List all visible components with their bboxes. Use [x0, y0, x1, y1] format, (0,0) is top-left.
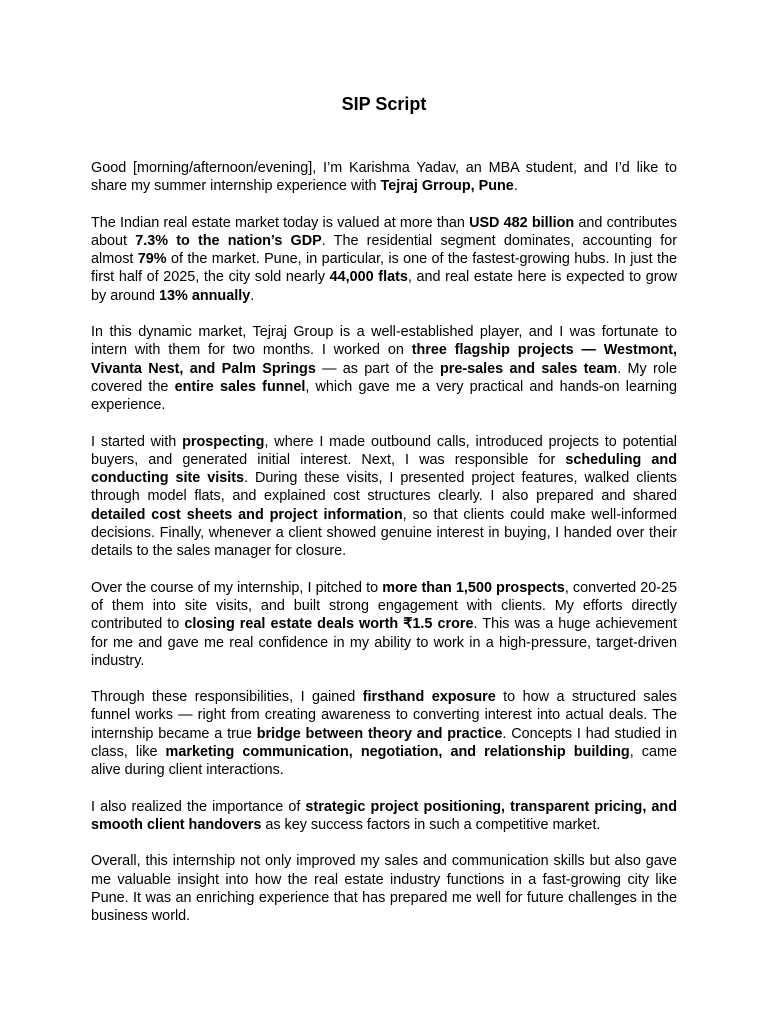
text-run: . The residential segment dominates, accounting for almost: [91, 232, 677, 268]
paragraph-1: [91, 159, 677, 196]
bold-text: closing real estate deals worth ₹1.5 crore: [184, 616, 474, 633]
bold-text: three flagship projects — Westmont, Vivanta Nest, and Palm Springs: [91, 342, 678, 377]
text-run: of the market. Pune, in particular, is one of the fastest-growing hubs. In just the first half of 2025, the city sold nearly: [91, 251, 677, 286]
text-run: I also realized the importance of: [91, 798, 306, 815]
text-run: , where I made outbound calls, introduced projects to potential buyers, and generated initial interest. Next, I was responsible for: [91, 433, 678, 468]
text-run: Good [morning/afternoon/evening], I’m Karishma Yadav, an MBA student, and I’d like to share my summer internship experience with: [91, 160, 677, 195]
bold-text: firsthand exposure: [362, 689, 496, 706]
text-run: Over the course of my internship, I pitched to: [91, 579, 383, 596]
document-body: [91, 159, 677, 943]
paragraph-4: [91, 433, 677, 561]
bold-text: prospecting: [182, 433, 265, 450]
bold-text: 44,000 flats: [329, 269, 408, 286]
text-run: , and real estate here is expected to grow by around: [91, 269, 677, 304]
text-run: as key success factors in such a competitive market.: [261, 816, 601, 833]
paragraph-2: [91, 214, 677, 305]
paragraph-5: [91, 579, 677, 670]
paragraph-6: [91, 688, 677, 779]
text-run: , came alive during client interactions.: [91, 744, 677, 779]
text-run: . My role covered the: [91, 360, 677, 395]
text-run: In this dynamic market, Tejraj Group is a well-established player, and I was fortunate to intern with them for two months. I worked on: [91, 324, 677, 359]
bold-text: USD 482 billion: [469, 214, 575, 231]
text-run: .: [513, 178, 518, 195]
text-run: . During these visits, I presented project features, walked clients through model flats, and explained cost structures clearly. I also prepared and shared: [91, 470, 677, 505]
text-run: Through these responsibilities, I gained: [91, 689, 363, 706]
bold-text: more than 1,500 prospects: [382, 579, 565, 596]
text-run: , so that clients could make well-informed decisions. Finally, whenever a client showed genuine interest in buying, I handed over their details to the sales manager for closure.: [91, 506, 677, 560]
bold-text: 7.3% to the nation’s GDP: [135, 232, 322, 249]
bold-text: pre-sales and sales team: [439, 360, 618, 377]
text-run: I started with: [91, 433, 183, 450]
bold-text: 79%: [137, 251, 167, 268]
bold-text: bridge between theory and practice: [256, 725, 503, 742]
text-run: , converted 20-25 of them into site visits, and built strong engagement with clients. My efforts directly contributed to: [91, 579, 677, 633]
bold-text: strategic project positioning, transparent pricing, and smooth client handovers: [91, 798, 677, 833]
bold-text: Tejraj Grroup, Pune: [380, 178, 514, 195]
paragraph-3: [91, 323, 677, 414]
text-run: .: [250, 287, 255, 304]
text-run: to how a structured sales funnel works — right from creating awareness to converting interest into actual deals. The internship became a true: [91, 689, 678, 742]
text-run: . Concepts I had studied in class, like: [91, 725, 677, 761]
text-run: , which gave me a very practical and hands-on learning experience.: [91, 378, 677, 414]
bold-text: entire sales funnel: [174, 378, 306, 395]
bold-text: 13% annually: [159, 287, 251, 304]
bold-text: scheduling and conducting site visits: [91, 451, 677, 487]
text-run: . This was a huge achievement for me and gave me real confidence in my ability to work in a high-pressure, target-driven industry.: [91, 616, 677, 669]
text-run: The Indian real estate market today is valued at more than: [91, 214, 470, 231]
text-run: Overall, this internship not only improved my sales and communication skills but also gave me valuable insight into how the real estate industry functions in a fast-growing city like Pune. It was an enriching experience that has prepared me well for future challenges in the business world.: [91, 853, 677, 925]
text-run: and contributes about: [91, 214, 677, 249]
paragraph-8: [91, 852, 677, 925]
bold-text: detailed cost sheets and project information: [91, 506, 403, 523]
document-title: SIP Script: [341, 94, 427, 114]
bold-text: marketing communication, negotiation, and relationship building: [165, 744, 630, 761]
text-run: — as part of the: [315, 360, 440, 377]
paragraph-7: [91, 798, 677, 835]
